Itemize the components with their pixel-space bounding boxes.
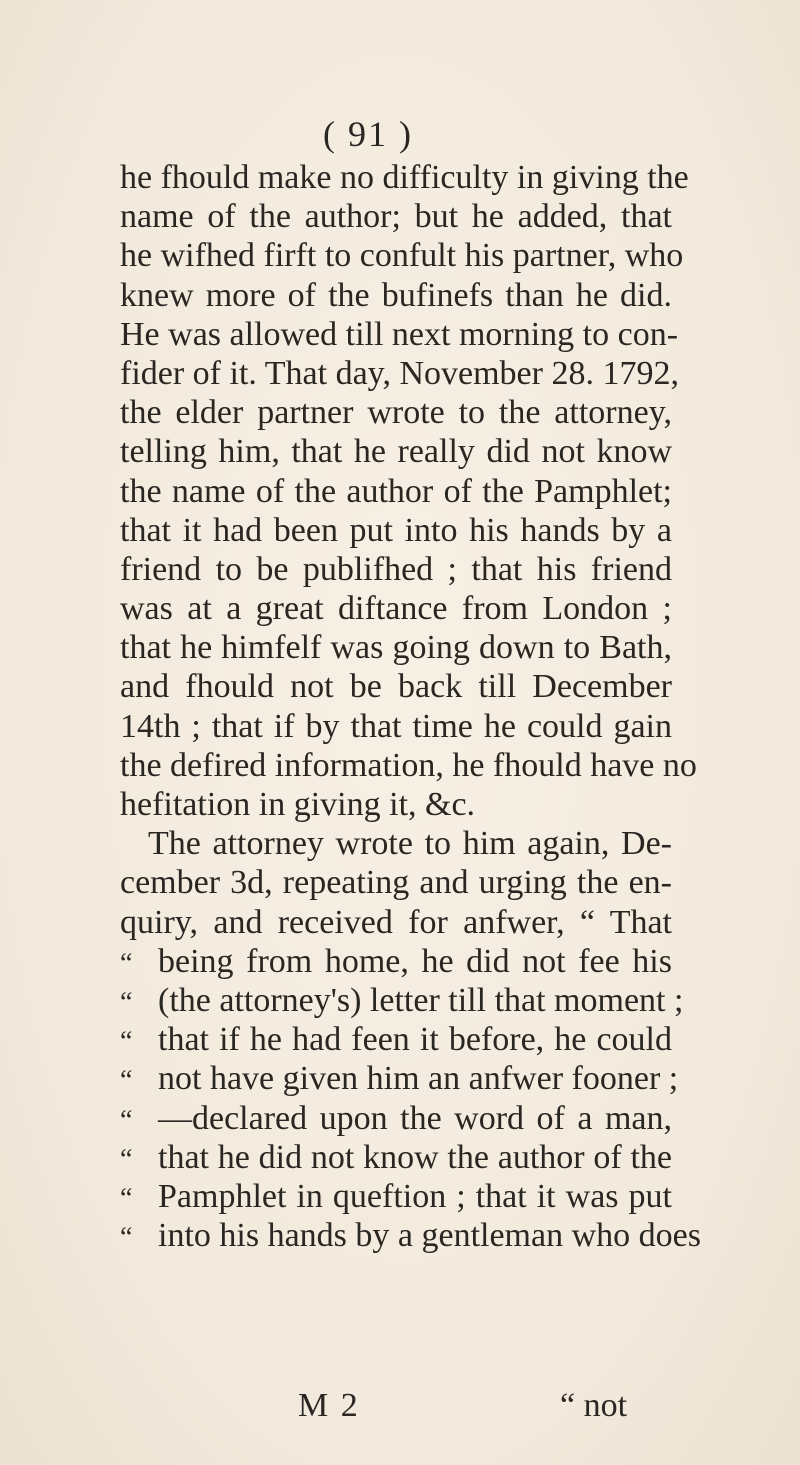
text-line: 14th ; that if by that time he could gain xyxy=(120,707,672,745)
quotation-mark: “ xyxy=(120,986,133,1018)
quoted-line xyxy=(120,1138,672,1177)
quotation-mark: “ xyxy=(120,1026,133,1058)
quotation-mark: “ xyxy=(120,1182,133,1214)
page-number: ( 91 ) xyxy=(323,114,413,154)
text-line: and fhould not be back till December xyxy=(120,668,672,706)
quoted-line xyxy=(120,1099,672,1138)
text-line: cember 3d, repeating and urging the en- xyxy=(120,864,672,902)
body-text xyxy=(120,158,701,1255)
quotation-mark: “ xyxy=(120,1222,133,1254)
quoted-line xyxy=(120,942,672,981)
text-line: fider of it. That day, November 28. 1792, xyxy=(120,354,679,392)
text-line: friend to be publifhed ; that his friend xyxy=(120,550,672,588)
quoted-line xyxy=(120,981,684,1020)
quoted-text: (the attorney's) letter till that moment ; xyxy=(158,981,684,1019)
quoted-line xyxy=(120,1177,672,1216)
quoted-text: that he did not know the author of the xyxy=(158,1138,672,1176)
quoted-line xyxy=(120,1059,679,1098)
quoted-text: that if he had feen it before, he could xyxy=(158,1021,672,1059)
paragraph-start-line: The attorney wrote to him again, De- xyxy=(148,825,672,863)
quoted-text: not have given him an anfwer fooner ; xyxy=(158,1060,679,1098)
page-footer xyxy=(0,1387,800,1427)
text-line: the name of the author of the Pamphlet; xyxy=(120,472,672,510)
text-line: the elder partner wrote to the attorney, xyxy=(120,394,672,432)
quoted-text: Pamphlet in queftion ; that it was put xyxy=(158,1177,672,1215)
text-line: He was allowed till next morning to con- xyxy=(120,315,679,353)
text-line: he fhould make no difficulty in giving the xyxy=(120,159,689,196)
quoted-text: —declared upon the word of a man, xyxy=(158,1099,672,1137)
text-line: knew more of the bufinefs than he did. xyxy=(120,276,672,314)
quotation-mark: “ xyxy=(120,947,133,979)
text-line: telling him, that he really did not know xyxy=(120,433,672,471)
text-line: he wifhed firft to confult his partner, who xyxy=(120,237,684,275)
quoted-text: into his hands by a gentleman who does xyxy=(158,1217,701,1255)
quotation-mark: “ xyxy=(120,1143,133,1175)
quoted-text: being from home, he did not fee his xyxy=(158,942,672,980)
text-line: name of the author; but he added, that xyxy=(120,198,672,236)
text-line: quiry, and received for anfwer, “ That xyxy=(120,903,672,941)
quoted-line xyxy=(120,1020,672,1059)
quotation-mark: “ xyxy=(120,1065,133,1097)
text-line: that it had been put into his hands by a xyxy=(120,511,672,549)
signature-mark: M 2 xyxy=(298,1387,360,1424)
text-line: the defired information, he fhould have no xyxy=(120,746,697,784)
quoted-line xyxy=(120,1216,701,1255)
quotation-mark: “ xyxy=(120,1104,133,1136)
catchword: “ not xyxy=(560,1387,628,1424)
text-line: that he himfelf was going down to Bath, xyxy=(120,629,672,667)
paragraph-end-line: hefitation in giving it, &c. xyxy=(120,786,476,823)
text-line: was at a great diftance from London ; xyxy=(120,590,672,628)
